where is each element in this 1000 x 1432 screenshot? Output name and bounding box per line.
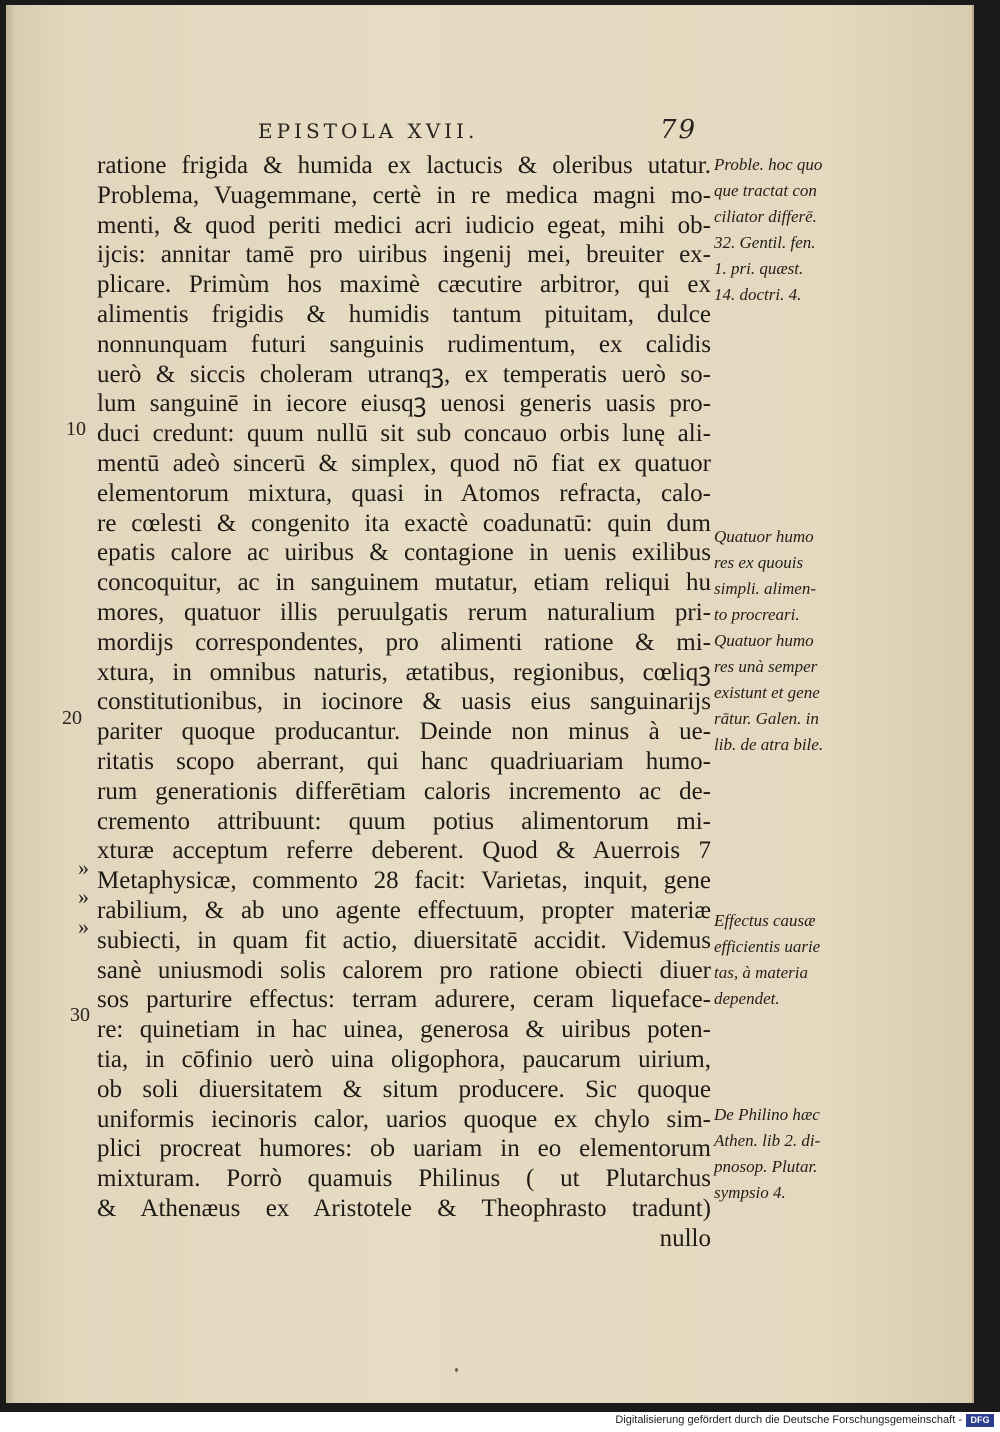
text-line: plici procreat humores: ob uariam in eo elementorum: [97, 1135, 711, 1163]
text-line: mentū adeò sincerū & simplex, quod nō fiat ex quatuor: [97, 449, 711, 477]
marginal-note-line: efficientis uarie: [714, 937, 821, 956]
text-line: pariter quoque producantur. Deinde non minus à ue-: [97, 718, 711, 746]
text-line: subiecti, in quam fit actio, diuersitatē accidit. Videmus: [97, 926, 711, 954]
marginal-note-line: 14. doctri. 4.: [714, 285, 802, 304]
marginal-note: [714, 1102, 842, 1206]
marginal-note-line: que tractat con: [714, 181, 817, 200]
marginal-note-line: existunt et gene: [714, 683, 820, 702]
marginal-note-line: to procreari.: [714, 605, 800, 624]
text-line: cremento attribuunt: quum potius alimentorum mi-: [97, 807, 711, 835]
text-line: uniformis iecinoris calor, uarios quoque ex chylo sim-: [97, 1105, 711, 1133]
text-line: constitutionibus, in iocinore & uasis eius sanguinarijs: [97, 688, 711, 716]
marginal-note: [714, 628, 842, 758]
marginal-note-line: Athen. lib 2. di-: [714, 1131, 821, 1150]
text-line: Problema, Vuagemmane, certè in re medica magni mo-: [97, 181, 711, 209]
text-line: ratione frigida & humida ex lactucis & oleribus utatur.: [97, 152, 711, 179]
page-number: 79: [660, 115, 698, 145]
marginal-note-line: ciliator differē.: [714, 207, 817, 226]
marginal-note-line: res ex quouis: [714, 553, 804, 572]
text-line: xtura, in omnibus naturis, ætatibus, regionibus, cœliqꝫ: [97, 658, 711, 686]
marginal-note: [714, 524, 842, 628]
text-line: rabilium, & ab uno agente effectuum, propter materiæ: [97, 896, 711, 924]
body-text: [97, 151, 711, 1253]
digitization-credit: Digitalisierung gefördert durch die Deutsche Forschungsgemeinschaft -: [615, 1414, 962, 1426]
text-line: re: quinetiam in hac uinea, generosa & uiribus poten-: [97, 1016, 711, 1044]
marginal-note-line: Effectus causæ: [714, 911, 816, 930]
marginal-note-line: lib. de atra bile.: [714, 735, 824, 754]
marginal-note: [714, 152, 842, 308]
marginal-note-line: pnosop. Plutar.: [714, 1157, 818, 1176]
marginal-note-line: res unà semper: [714, 657, 818, 676]
line-number: 20: [62, 707, 82, 729]
text-line: mores, quatuor illis peruulgatis rerum naturalium pri-: [97, 598, 711, 626]
marginal-note-line: rātur. Galen. in: [714, 709, 819, 728]
dfg-logo: DFG: [966, 1414, 994, 1427]
line-number: 30: [70, 1004, 90, 1026]
text-line: rum generationis differētiam caloris incremento ac de-: [97, 777, 711, 805]
text-line: ob soli diuersitatem & situm producere. Sic quoque: [97, 1075, 711, 1103]
text-line: alimentis frigidis & humidis tantum pituitam, dulce: [97, 300, 711, 328]
text-line: duci credunt: quum nullū sit sub concauo orbis lunę ali-: [97, 420, 711, 448]
marginal-note-line: De Philino hæc: [714, 1105, 820, 1124]
text-line: uerò & siccis choleram utranqꝫ, ex temperatis uerò so-: [97, 360, 711, 388]
text-line: sos parturire effectus: terram adurere, ceram liqueface-: [97, 986, 711, 1014]
text-line: plicare. Primùm hos maximè cæcutire arbitror, qui ex: [97, 271, 711, 299]
marginal-note-line: Quatuor humo: [714, 527, 814, 546]
text-line: mordijs correspondentes, pro alimenti ratione & mi-: [97, 628, 711, 656]
text-line: menti, & quod periti medici acri iudicio egeat, mihi ob-: [97, 211, 711, 239]
line-number: 10: [66, 418, 86, 440]
text-line: tia, in cōfinio uerò uina oligophora, paucarum uirium,: [97, 1045, 711, 1073]
marginal-note-line: 32. Gentil. fen.: [714, 233, 816, 252]
marginal-note-line: sympsio 4.: [714, 1183, 786, 1202]
marginal-note-line: Quatuor humo: [714, 631, 814, 650]
marginal-note-line: 1. pri. quæst.: [714, 259, 804, 278]
text-line: re cœlesti & congenito ita exactè coadunatū: quin dum: [97, 509, 711, 537]
page-gutter: [6, 5, 16, 1403]
quote-mark: »: [78, 884, 89, 909]
quote-mark: »: [78, 914, 89, 939]
quote-mark: »: [78, 855, 89, 880]
marginal-note-line: tas, à materia: [714, 963, 808, 982]
text-line: mixturam. Porrò quamuis Philinus ( ut Plutarchus: [97, 1165, 711, 1193]
text-line: Metaphysicæ, commento 28 facit: Varietas, inquit, gene: [97, 867, 711, 895]
text-line: xturæ acceptum referre deberent. Quod & Auerrois 7: [97, 837, 711, 865]
text-line: & Athenæus ex Aristotele & Theophrasto tradunt): [97, 1194, 711, 1222]
marginal-note-line: dependet.: [714, 989, 780, 1008]
text-line: ijcis: annitar tamē pro uiribus ingenij mei, breuiter ex-: [97, 241, 711, 269]
text-line: nonnunquam futuri sanguinis rudimentum, ex calidis: [97, 330, 711, 358]
text-line: concoquitur, ac in sanguinem mutatur, etiam reliqui hu: [97, 569, 711, 597]
running-head-title: EPISTOLA XVII.: [258, 119, 479, 143]
text-line: elementorum mixtura, quasi in Atomos refracta, calo-: [97, 479, 711, 507]
catchword: nullo: [659, 1224, 711, 1252]
text-line: sanè uniusmodi solis calorem pro ratione obiecti diuer: [97, 956, 711, 984]
paper-speck: [455, 1368, 458, 1372]
text-line: lum sanguinē in iecore eiusqꝫ uenosi generis uasis pro-: [97, 390, 711, 418]
marginal-note-line: simpli. alimen-: [714, 579, 816, 598]
text-line: epatis calore ac uiribus & contagione in uenis exilibus: [97, 539, 711, 567]
text-line: ritatis scopo aberrant, qui hanc quadriuariam humo-: [97, 747, 711, 775]
marginal-note: [714, 908, 842, 1012]
marginal-note-line: Proble. hoc quo: [714, 155, 823, 174]
